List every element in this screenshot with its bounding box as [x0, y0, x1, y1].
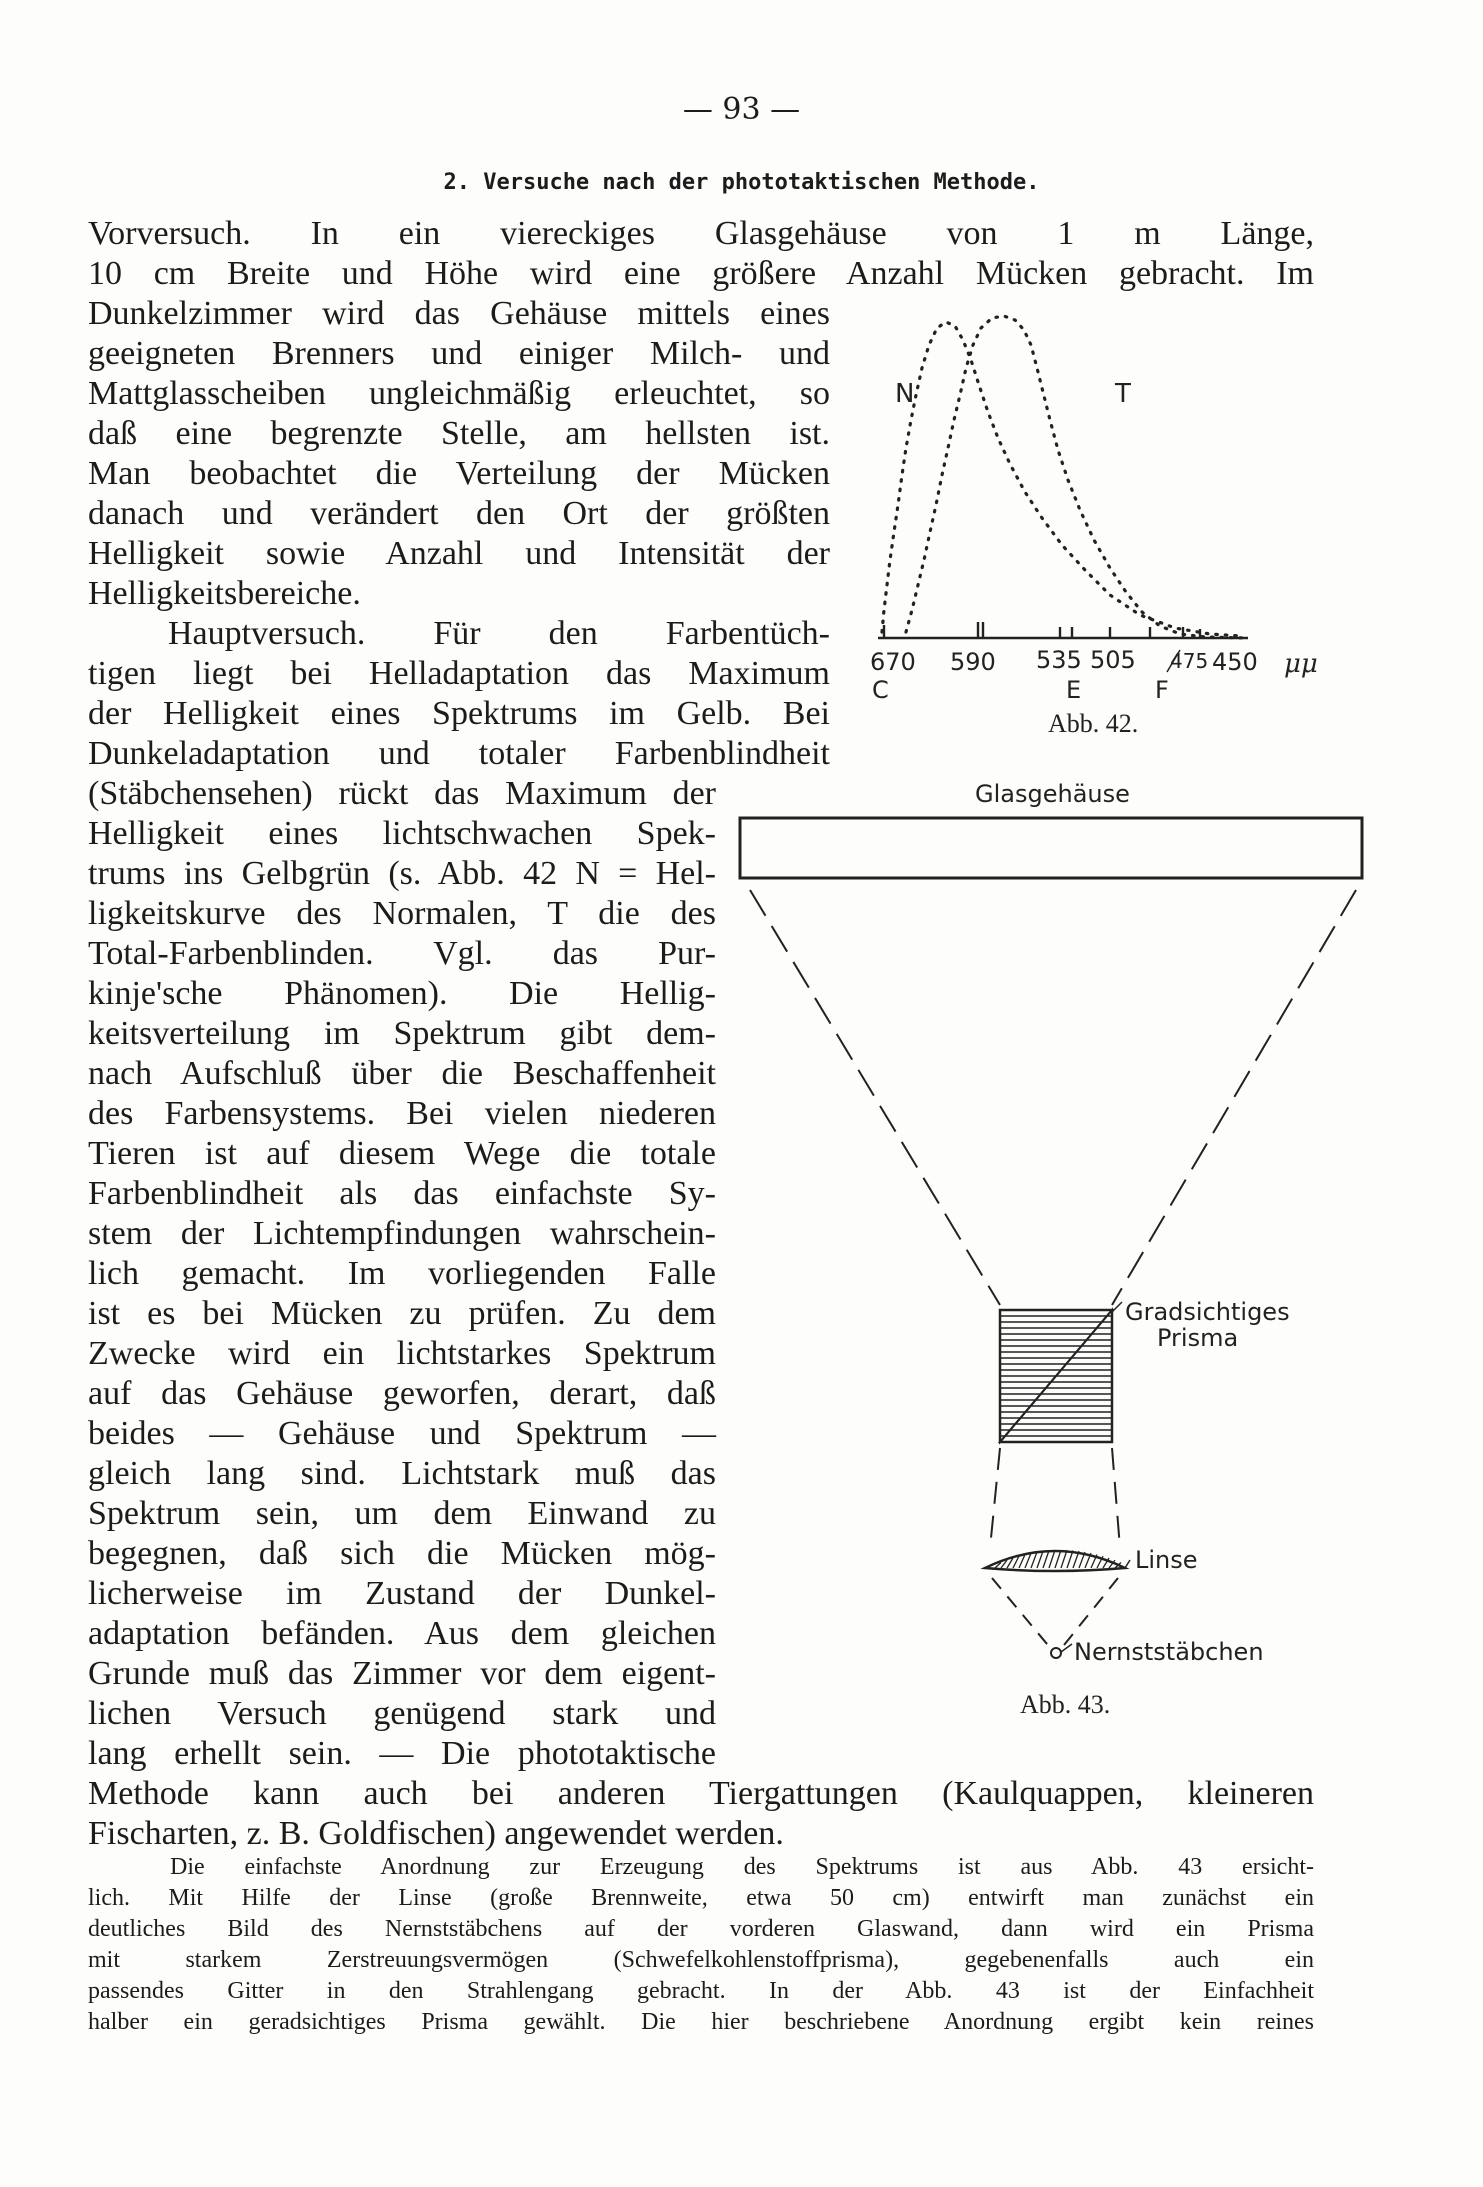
body-line: Fischarten, z. B. Goldfischen) angewendet werden. [88, 1815, 784, 1852]
glass-housing [740, 818, 1362, 878]
body-line: Helligkeit sowie Anzahl und Intensität der [88, 535, 830, 572]
body-line: Grunde muß das Zimmer vor dem eigent- [88, 1655, 716, 1692]
body-line: Methode kann auch bei anderen Tiergattungen (Kaulquappen, kleineren [88, 1775, 1314, 1812]
body-line: geeigneten Brenners und einiger Milch- und [88, 335, 830, 372]
body-line: licherweise im Zustand der Dunkel- [88, 1575, 716, 1612]
body-line: Vorversuch. In ein viereckiges Glasgehäuse von 1 m Länge, [88, 215, 1314, 252]
tick-label-475: 475 [1170, 649, 1209, 673]
label-linse: Linse [1135, 1546, 1198, 1574]
tick-label-505: 505 [1090, 646, 1136, 674]
label-prisma-line1: Gradsichtiges [1125, 1298, 1290, 1326]
footnote-line: deutliches Bild des Nernststäbchens auf der vorderen Glaswand, dann wird ein Prisma [88, 1916, 1314, 1942]
body-line: Zwecke wird ein lichtstarkes Spektrum [88, 1335, 716, 1372]
body-line: Hauptversuch. Für den Farbentüch- [168, 615, 830, 652]
body-line: kinje'sche Phänomen). Die Hellig- [88, 975, 716, 1012]
footnote-line: mit starkem Zerstreuungsvermögen (Schwefelkohlenstoffprisma), gegebenenfalls auch ein [88, 1947, 1314, 1973]
body-line: lang erhellt sein. — Die phototaktische [88, 1735, 716, 1772]
body-line: des Farbensystems. Bei vielen niederen [88, 1095, 716, 1132]
body-line: auf das Gehäuse geworfen, derart, daß [88, 1375, 716, 1412]
body-line: Tieren ist auf diesem Wege die totale [88, 1135, 716, 1172]
letter-E: E [1066, 676, 1082, 704]
unit-label: μμ [1284, 649, 1318, 679]
figure-43-caption: Abb. 43. [1020, 1690, 1111, 1719]
body-line: danach und verändert den Ort der größten [88, 495, 830, 532]
body-line: keitsverteilung im Spektrum gibt dem- [88, 1015, 716, 1052]
body-line: Spektrum sein, um dem Einwand zu [88, 1495, 716, 1532]
body-line: Helligkeitsbereiche. [88, 575, 361, 612]
body-line: Mattglasscheiben ungleichmäßig erleuchtet, so [88, 375, 830, 412]
footnote-line: halber ein geradsichtiges Prisma gewählt. Die hier beschriebene Anordnung ergibt kein reines [88, 2009, 1314, 2035]
footnote-line: Die einfachste Anordnung zur Erzeugung des Spektrums ist aus Abb. 43 ersicht- [170, 1854, 1314, 1880]
body-line: gleich lang sind. Lichtstark muß das [88, 1455, 716, 1492]
body-line: 10 cm Breite und Höhe wird eine größere Anzahl Mücken gebracht. Im [88, 255, 1314, 292]
body-line: trums ins Gelbgrün (s. Abb. 42 N = Hel- [88, 855, 716, 892]
page-number: — 93 — [682, 92, 801, 127]
body-line: Man beobachtet die Verteilung der Mücken [88, 455, 830, 492]
ray-left [750, 890, 1000, 1305]
label-glasgehaeuse: Glasgehäuse [975, 780, 1130, 808]
body-line: Total-Farbenblinden. Vgl. das Pur- [88, 935, 716, 972]
figure-42-caption: Abb. 42. [1048, 709, 1139, 738]
body-line: der Helligkeit eines Spektrums im Gelb. Bei [88, 695, 830, 732]
nernst-glower [1051, 1648, 1061, 1658]
body-line: daß eine begrenzte Stelle, am hellsten ist. [88, 415, 830, 452]
footnote-line: passendes Gitter in den Strahlengang gebracht. In der Abb. 43 ist der Einfachheit [88, 1978, 1314, 2004]
label-T: T [1115, 379, 1131, 409]
letter-C: C [872, 676, 889, 704]
lens [985, 1550, 1125, 1571]
tick-label-535: 535 [1036, 646, 1082, 674]
tick-label-590: 590 [950, 648, 996, 676]
body-line: ligkeitskurve des Normalen, T die des [88, 895, 716, 932]
body-line: tigen liegt bei Helladaptation das Maximum [88, 655, 830, 692]
section-heading: 2. Versuche nach der phototaktischen Methode. [443, 170, 1040, 195]
body-line: (Stäbchensehen) rückt das Maximum der [88, 775, 716, 812]
letter-F: F [1155, 676, 1169, 704]
body-line: lichen Versuch genügend stark und [88, 1695, 716, 1732]
label-prisma-line2: Prisma [1157, 1324, 1239, 1352]
body-line: adaptation befänden. Aus dem gleichen [88, 1615, 716, 1652]
body-line: lich gemacht. Im vorliegenden Falle [88, 1255, 716, 1292]
body-line: Dunkelzimmer wird das Gehäuse mittels eines [88, 295, 830, 332]
body-line: begegnen, daß sich die Mücken mög- [88, 1535, 716, 1572]
body-line: nach Aufschluß über die Beschaffenheit [88, 1055, 716, 1092]
body-line: ist es bei Mücken zu prüfen. Zu dem [88, 1295, 716, 1332]
body-line: beides — Gehäuse und Spektrum — [88, 1415, 716, 1452]
label-nernststaebchen: Nernststäbchen [1074, 1638, 1264, 1666]
body-line: Farbenblindheit als das einfachste Sy- [88, 1175, 716, 1212]
tick-label-450: 450 [1212, 648, 1258, 676]
tick-label-670: 670 [870, 648, 916, 676]
body-line: stem der Lichtempfindungen wahrschein- [88, 1215, 716, 1252]
footnote-line: lich. Mit Hilfe der Linse (große Brennweite, etwa 50 cm) entwirft man zunächst ein [88, 1885, 1314, 1911]
body-line: Helligkeit eines lichtschwachen Spek- [88, 815, 716, 852]
ray-right [1112, 890, 1356, 1305]
straight-vision-prism [1000, 1310, 1112, 1442]
body-line: Dunkeladaptation und totaler Farbenblindheit [88, 735, 830, 772]
label-N: N [895, 379, 915, 409]
